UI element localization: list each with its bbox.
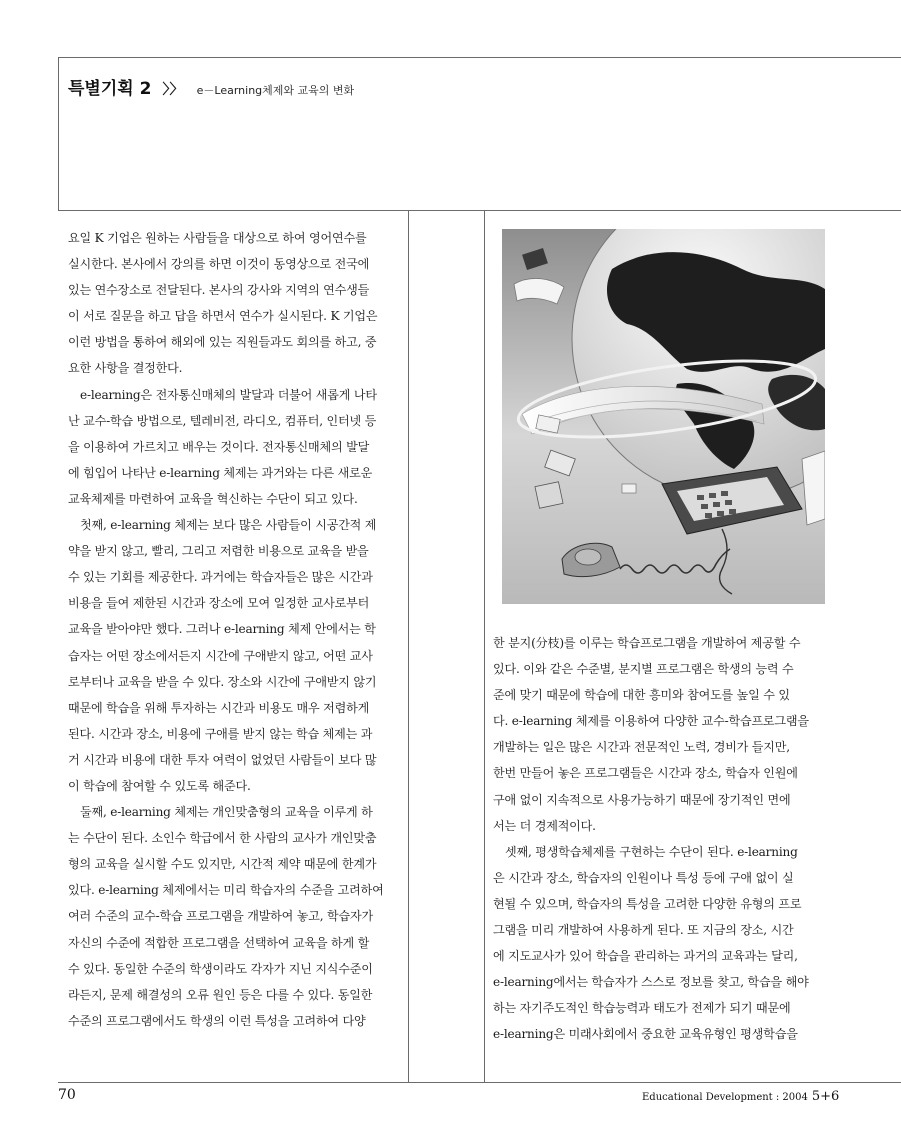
text-line: 하는 자기주도적인 학습능력과 태도가 전제가 되기 때문에 xyxy=(493,1001,791,1016)
text-line: 거 시간과 비용에 대한 투자 여력이 없었던 사람들이 보다 많 xyxy=(68,752,377,767)
text-line: 습자는 어떤 장소에서든지 시간에 구애받지 않고, 어떤 교사 xyxy=(68,648,373,663)
text-line: 이 학습에 참여할 수 있도록 해준다. xyxy=(68,778,251,793)
journal-footer xyxy=(642,1089,839,1104)
text-line: 때문에 학습을 위해 투자하는 시간과 비용도 매우 저렴하게 xyxy=(68,700,370,715)
double-chevron-icon: 〉〉 xyxy=(162,82,184,98)
text-line: e-learning은 미래사회에서 중요한 교육유형인 평생학습을 xyxy=(493,1027,798,1042)
column-divider-right xyxy=(484,210,485,1083)
text-line: 된다. 시간과 장소, 비용에 구애를 받지 않는 학습 체제는 과 xyxy=(68,726,373,741)
text-line: 수 있다. 동일한 수준의 학생이라도 각자가 지닌 지식수준이 xyxy=(68,961,373,976)
text-line: 로부터나 교육을 받을 수 있다. 장소와 시간에 구애받지 않기 xyxy=(68,674,377,689)
right-text-column xyxy=(493,630,828,1048)
text-line: 다. e-learning 체제를 이용하여 다양한 교수-학습프로그램을 xyxy=(493,714,809,729)
section-title: 특별기획 2 xyxy=(68,79,152,99)
text-line: 교육체제를 마련하여 교육을 혁신하는 수단이 되고 있다. xyxy=(68,491,358,506)
text-line: 있다. e-learning 체제에서는 미리 학습자의 수준을 고려하여 xyxy=(68,883,384,898)
text-line: e-learning에서는 학습자가 스스로 정보를 찾고, 학습을 해야 xyxy=(493,975,809,990)
text-line: e-learning은 전자통신매체의 발달과 더불어 새롭게 나타 xyxy=(80,387,377,402)
text-line: 있는 연수장소로 전달된다. 본사의 강사와 지역의 연수생들 xyxy=(68,283,370,298)
text-line: 준에 맞기 때문에 학습에 대한 흥미와 참여도를 높일 수 있 xyxy=(493,688,790,703)
text-line: 는 수단이 된다. 소인수 학급에서 한 사람의 교사가 개인맞춤 xyxy=(68,831,377,846)
text-line: 서는 더 경제적이다. xyxy=(493,818,596,833)
text-line: 에 힘입어 나타난 e-learning 체제는 과거와는 다른 새로운 xyxy=(68,465,373,480)
column-divider-left xyxy=(408,210,409,1083)
text-line: 이런 방법을 통하여 해외에 있는 직원들과도 회의를 하고, 중 xyxy=(68,335,377,350)
text-line: 개발하는 일은 많은 시간과 전문적인 노력, 경비가 들지만, xyxy=(493,740,790,755)
issue-number: 5+6 xyxy=(811,1089,840,1104)
text-line: 셋째, 평생학습체제를 구현하는 수단이 된다. e-learning xyxy=(505,844,798,859)
text-line: 교육을 받아야만 했다. 그러나 e-learning 체제 안에서는 학 xyxy=(68,622,376,637)
globe-telephone-illustration xyxy=(502,229,825,604)
text-line: 구애 없이 지속적으로 사용가능하기 때문에 장기적인 면에 xyxy=(493,792,791,807)
text-line: 라든지, 문제 해결성의 오류 원인 등은 다를 수 있다. 동일한 xyxy=(68,987,373,1002)
text-line: 은 시간과 장소, 학습자의 인원이나 특성 등에 구애 없이 실 xyxy=(493,870,794,885)
text-line: 요일 K 기업은 원하는 사람들을 대상으로 하여 영어연수를 xyxy=(68,231,367,245)
section-topic: e－Learning체제와 교육의 변화 xyxy=(196,84,355,97)
text-line: 비용을 들여 제한된 시간과 장소에 모여 일정한 교사로부터 xyxy=(68,596,370,611)
text-line: 실시한다. 본사에서 강의를 하면 이것이 동영상으로 전국에 xyxy=(68,257,370,272)
header-left-border xyxy=(58,57,59,210)
text-line: 그램을 미리 개발하여 사용하게 된다. 또 지금의 장소, 시간 xyxy=(493,923,794,938)
text-line: 여러 수준의 교수-학습 프로그램을 개발하여 놓고, 학습자가 xyxy=(68,909,373,924)
text-line: 한번 만들어 놓은 프로그램들은 시간과 장소, 학습자 인원에 xyxy=(493,766,798,781)
text-line: 형의 교육을 실시할 수도 있지만, 시간적 제약 때문에 한계가 xyxy=(68,857,377,872)
section-header xyxy=(68,74,354,99)
top-rule xyxy=(58,57,901,58)
text-line: 약을 받지 않고, 빨리, 그리고 저렴한 비용으로 교육을 받을 xyxy=(68,544,369,559)
text-line: 있다. 이와 같은 수준별, 분지별 프로그램은 학생의 능력 수 xyxy=(493,662,794,677)
text-line: 수 있는 기회를 제공한다. 과거에는 학습자들은 많은 시간과 xyxy=(68,570,373,585)
text-line: 이 서로 질문을 하고 답을 하면서 연수가 실시된다. K 기업은 xyxy=(68,309,378,324)
text-line: 수준의 프로그램에서도 학생의 이런 특성을 고려하여 다양 xyxy=(68,1013,366,1028)
text-line: 난 교수-학습 방법으로, 텔레비전, 라디오, 컴퓨터, 인터넷 등 xyxy=(68,413,377,428)
text-line: 에 지도교사가 있어 학습을 관리하는 과거의 교육과는 달리, xyxy=(493,949,798,964)
journal-name: Educational Development : 2004 xyxy=(642,1092,808,1103)
text-line: 요한 사항을 결정한다. xyxy=(68,361,183,376)
text-line: 한 분지(分枝)를 이루는 학습프로그램을 개발하여 제공할 수 xyxy=(493,636,801,650)
text-line: 둘째, e-learning 체제는 개인맞춤형의 교육을 이루게 하 xyxy=(80,805,373,820)
text-line: 자신의 수준에 적합한 프로그램을 선택하여 교육을 하게 할 xyxy=(68,935,370,950)
text-line: 첫째, e-learning 체제는 보다 많은 사람들이 시공간적 제 xyxy=(80,518,377,533)
text-line: 현될 수 있으며, 학습자의 특성을 고려한 다양한 유형의 프로 xyxy=(493,896,802,911)
left-text-column xyxy=(68,225,403,1034)
page-number: 70 xyxy=(58,1087,76,1103)
footer-rule xyxy=(58,1082,901,1083)
text-line: 을 이용하여 가르치고 배우는 것이다. 전자통신매체의 발달 xyxy=(68,439,370,454)
header-bottom-rule xyxy=(58,210,901,211)
